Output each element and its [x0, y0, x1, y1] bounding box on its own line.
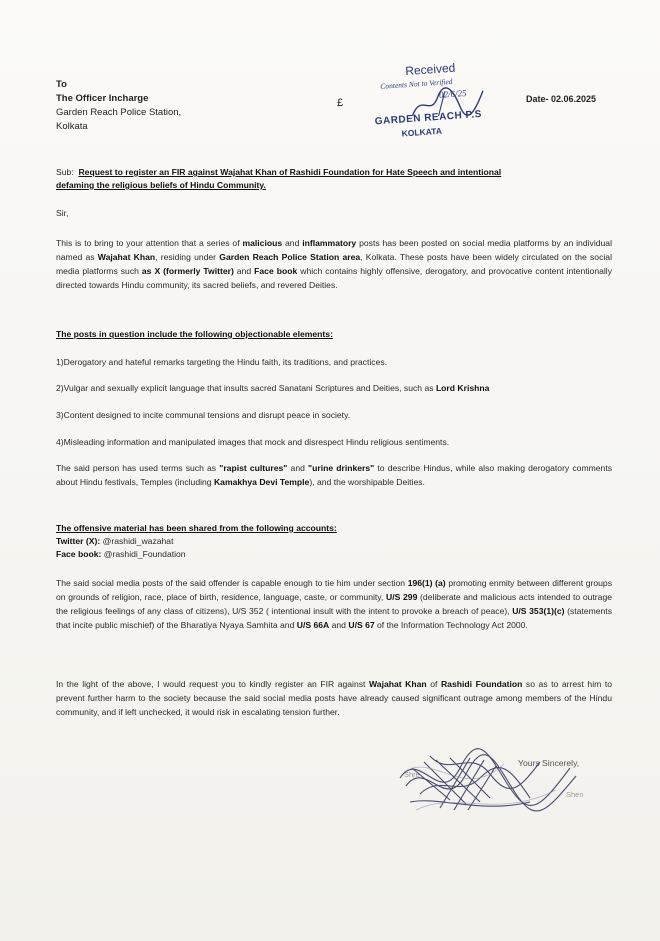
- subject-line-2: defaming the religious beliefs of Hindu Community.: [56, 180, 266, 190]
- addressee-station: Garden Reach Police Station,: [56, 107, 182, 118]
- addressee-city: Kolkata: [56, 121, 88, 132]
- signature-faint-right: Shen: [566, 790, 584, 799]
- paragraph-terms: The said person has used terms such as "rapist cultures" and "urine drinkers" to describe Hindus, while also making derogatory comments about Hindu festivals, Temples (including Kamakhya Devi Temple), and the worshipable Deities.: [56, 463, 613, 487]
- received-stamp: [369, 58, 505, 159]
- list-item-3: 3)Content designed to incite communal tensions and disrupt peace in society.: [56, 410, 351, 420]
- signature-faint-left: Shre: [404, 770, 420, 779]
- closing: Yours Sincerely,: [518, 758, 580, 768]
- accounts-heading: The offensive material has been shared from the following accounts:: [56, 523, 337, 533]
- list-item-4: 4)Misleading information and manipulated images that mock and disrespect Hindu religious sentiments.: [56, 437, 450, 447]
- facebook-account: Face book: @rashidi_Foundation: [56, 549, 186, 559]
- stamp-station: GARDEN REACH P.S: [374, 108, 483, 128]
- addressee-to: To: [56, 79, 67, 90]
- posts-heading: The posts in question include the following objectionable elements:: [56, 329, 333, 339]
- stamp-received: Received: [404, 60, 456, 79]
- subject-line-1: Request to register an FIR against Wajahat Khan of Rashidi Foundation for Hate Speech and intentional: [78, 167, 502, 177]
- stamp-contents: Contents Not to Verified: [380, 76, 453, 91]
- list-item-2: 2)Vulgar and sexually explicit language that insults sacred Sanatani Scriptures and Deities, such as Lord Krishna: [56, 383, 490, 393]
- list-item-1: 1)Derogatory and hateful remarks targeting the Hindu faith, its traditions, and practices.: [56, 357, 388, 367]
- addressee-officer: The Officer Incharge: [56, 93, 149, 104]
- letter-date: Date- 02.06.2025: [526, 94, 597, 104]
- stamp-initials: 02/6/25: [438, 87, 467, 100]
- salutation: Sir,: [56, 208, 69, 218]
- paragraph-intro: This is to bring to your attention that a series of malicious and inflammatory posts has been posted on social media platforms by an individual named as Wajahat Khan, residing under Garden Reach Police Station area, Kolkata. These posts have been widely circulated on the social media platforms such as X (formerly Twitter) and Face book which contains highly offensive, derogatory, and provocative content intentionally directed towards Hindu community, its sacred beliefs, and revered Deities.: [56, 238, 612, 290]
- paragraph-sections: The said social media posts of the said offender is capable enough to tie him under section 196(1) (a) promoting enmity between different groups on grounds of religion, race, place of birth, residence, language, caste, or community, U/S 299 (deliberate and malicious acts intended to outrage the religious feelings of any class of citizens), U/S 352 ( intentional insult with the intent to provoke a breach of peace), U/S 353(1)(c) (statements that incite public mischief) of the Bharatiya Nyaya Samhita and U/S 66A and U/S 67 of the Information Technology Act 2000.: [56, 578, 613, 630]
- signature-scribble-icon: [380, 738, 610, 828]
- subject: [56, 166, 616, 192]
- stray-mark: £: [337, 97, 344, 109]
- subject-prefix: Sub:: [56, 167, 74, 177]
- stamp-city: KOLKATA: [401, 125, 443, 139]
- paragraph-request: In the light of the above, I would request you to kindly register an FIR against Wajahat Khan of Rashidi Foundation so as to arrest him to prevent further harm to the society because the said social media posts have already caused significant outrage among members of the Hindu community, and if left unchecked, it would risk in escalating tension further.: [56, 679, 612, 717]
- twitter-account: Twitter (X): @rashidi_wazahat: [56, 536, 174, 546]
